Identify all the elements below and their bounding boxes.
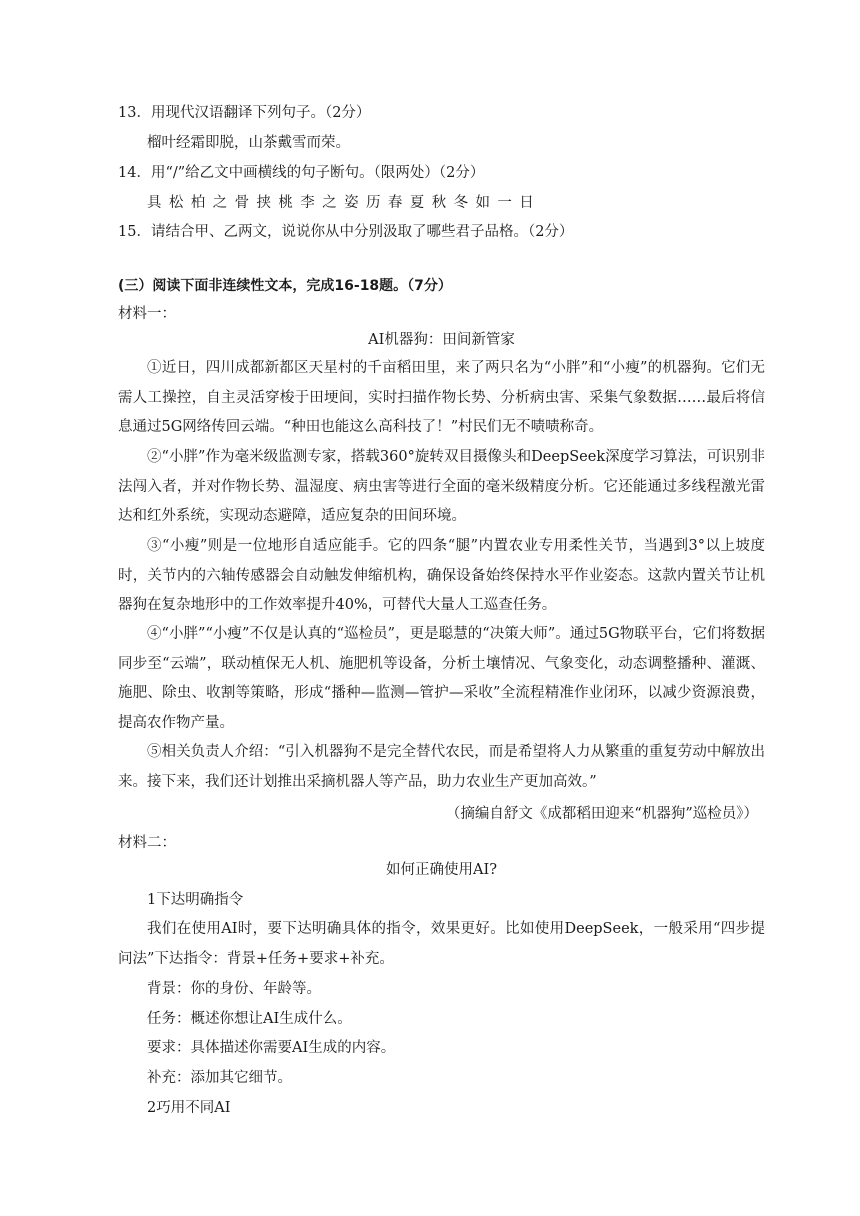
question-13-sentence: 榴叶经霜即脱，山茶戴雪而荣。 (147, 135, 350, 151)
material-1-paragraph-2: ②“小胖”作为毫米级监测专家，搭载360°旋转双目摄像头和DeepSeek深度学习算法，可识别非法闯入者，并对作物长势、温湿度、病虫害等进行全面的毫米级精度分析。它还能通过多线程激光雷达和红外系统，实现动态避障，适应复杂的田间环境。 (118, 449, 765, 524)
question-14: 14．用“/”给乙文中画横线的句子断句。（限两处）（2分） (118, 165, 485, 181)
material-1-title: AI机器狗：田间新管家 (368, 332, 515, 348)
material-1-label: 材料一： (118, 306, 176, 322)
material-1-paragraph-1: ①近日，四川成都新都区天星村的千亩稻田里，来了两只名为“小胖”和“小瘦”的机器狗。它们无需人工操控，自主灵活穿梭于田埂间，实时扫描作物长势、分析病虫害、采集气象数据……最后将信息通过5G网络传回云端。“种田也能这么高科技了！”村民们无不啧啧称奇。 (118, 360, 765, 435)
material-1-paragraph-4: ④“小胖”“小瘦”不仅是认真的“巡检员”，更是聪慧的“决策大师”。通过5G物联平台，它们将数据同步至“云端”，联动植保无人机、施肥机等设备，分析土壤情况、气象变化，动态调整播种、灌溉、施肥、除虫、收割等策略，形成“播种—监测—管护—采收”全流程精准作业闭环，以减少资源浪费，提高农作物产量。 (118, 626, 765, 731)
material-1-paragraph-3: ③“小瘦”则是一位地形自适应能手。它的四条“腿”内置农业专用柔性关节，当遇到3°以上坡度时，关节内的六轴传感器会自动触发伸缩机构，确保设备始终保持水平作业姿态。这款内置关节让机器狗在复杂地形中的工作效率提升40%，可替代大量人工巡查任务。 (118, 538, 765, 613)
question-13: 13．用现代汉语翻译下列句子。（2分） (118, 105, 371, 121)
material-2-label: 材料二： (118, 835, 176, 851)
material-2-background: 背景：你的身份、年龄等。 (147, 981, 321, 997)
question-14-sentence: 具松柏之骨挟桃李之姿历春夏秋冬如一日 (147, 195, 542, 211)
material-2-heading-2: 2巧用不同AI (147, 1100, 231, 1116)
section-3-heading: (三）阅读下面非连续性文本，完成16-18题。（7分） (118, 278, 452, 294)
material-1-paragraph-5: ⑤相关负责人介绍：“引入机器狗不是完全替代农民，而是希望将人力从繁重的重复劳动中解放出来。接下来，我们还计划推出采摘机器人等产品，助力农业生产更加高效。” (118, 744, 765, 790)
material-2-heading-1: 1下达明确指令 (147, 892, 244, 908)
material-2-requirement: 要求：具体描述你需要AI生成的内容。 (147, 1040, 396, 1056)
material-2-paragraph: 我们在使用AI时，要下达明确具体的指令，效果更好。比如使用DeepSeek，一般采用“四步提问法”下达指令：背景+任务+要求+补充。 (118, 921, 765, 967)
material-2-title: 如何正确使用AI? (386, 862, 497, 878)
material-2-task: 任务：概述你想让AI生成什么。 (147, 1011, 352, 1027)
material-2-supplement: 补充：添加其它细节。 (147, 1070, 292, 1086)
question-15: 15．请结合甲、乙两文，说说你从中分别汲取了哪些君子品格。（2分） (118, 224, 574, 240)
material-1-source: （摘编自舒文《成都稻田迎来“机器狗”巡检员》） (445, 806, 758, 822)
